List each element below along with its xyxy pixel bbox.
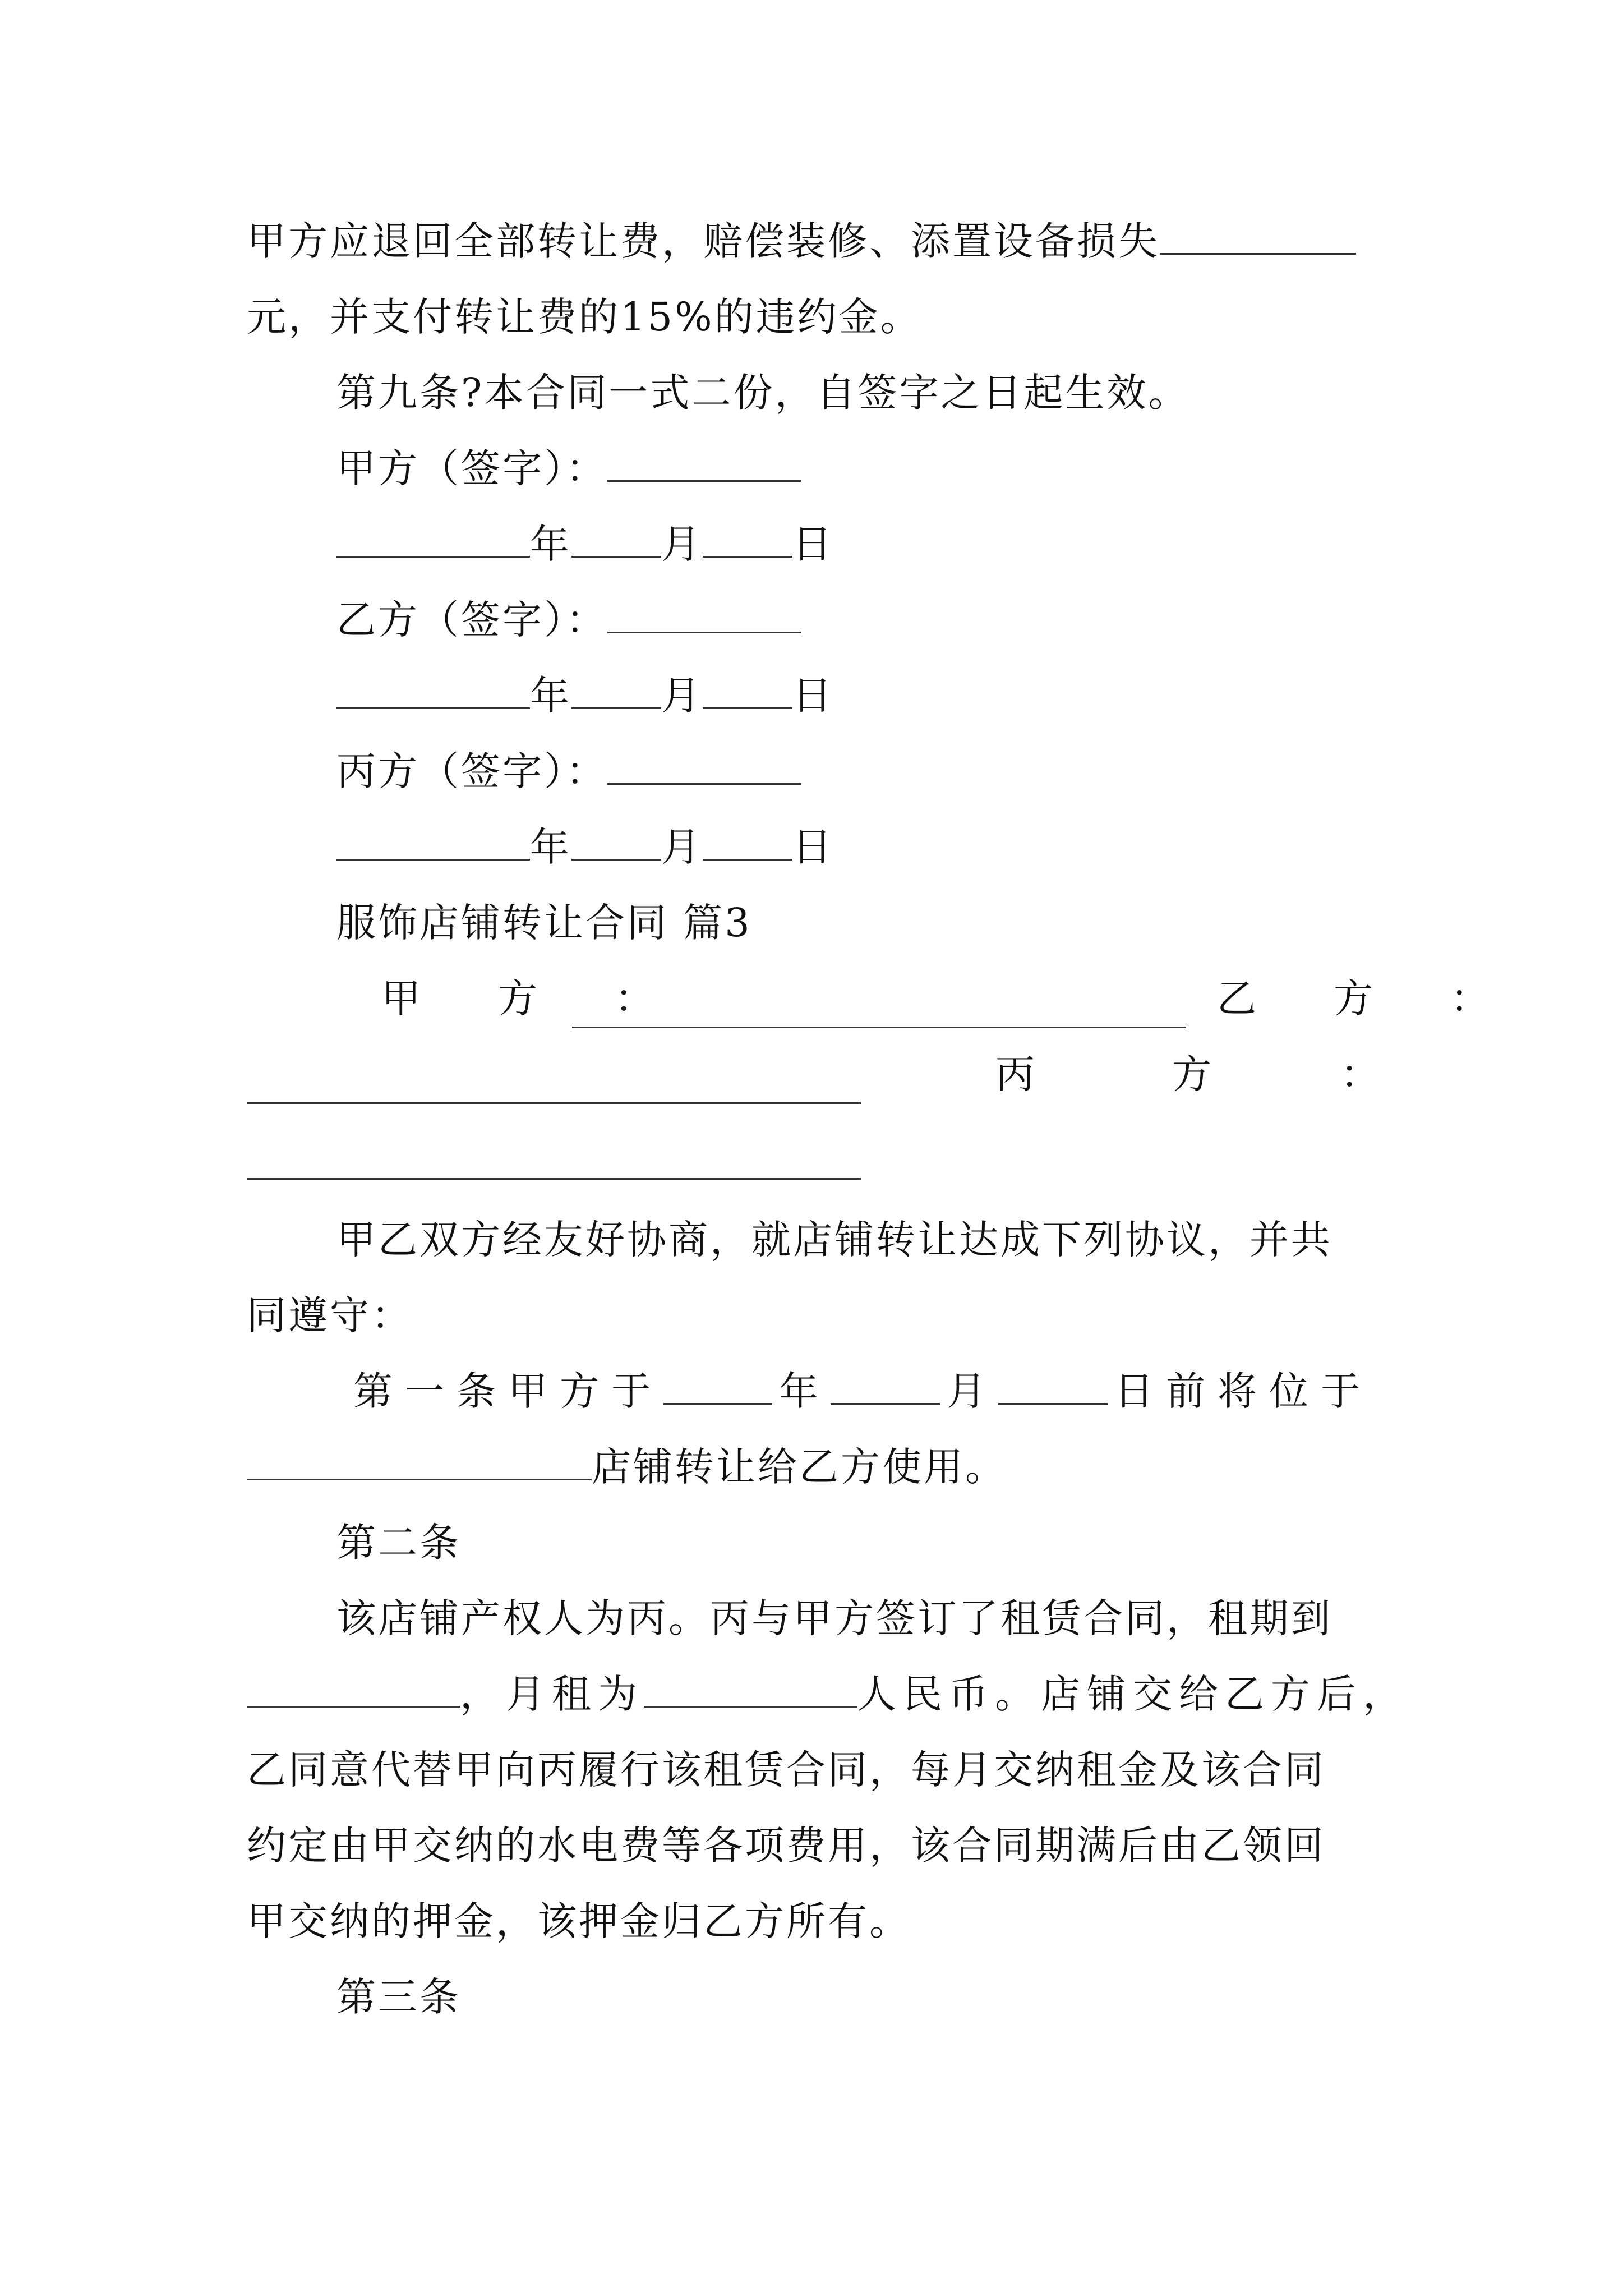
paragraph-line: 甲交纳的押金，该押金归乙方所有。 <box>247 1898 911 1944</box>
party-jia-blank <box>572 1027 1186 1028</box>
day-label: 日 <box>792 824 834 870</box>
paragraph-line: 乙同意代替甲向丙履行该租赁合同，每月交纳租金及该合同 <box>247 1747 1326 1793</box>
year-label: 年 <box>530 673 571 719</box>
month-label: 月 <box>661 673 703 719</box>
day-label: 日 <box>1114 1368 1166 1414</box>
text-segment: 店铺转让给乙方使用。 <box>592 1444 1007 1490</box>
party-bing-char: 方 <box>1172 1051 1214 1097</box>
date-line <box>336 822 834 872</box>
text-segment: 人民币。店铺交给乙方后， <box>857 1671 1409 1717</box>
rent-blank <box>644 1671 857 1708</box>
section-title: 服饰店铺转让合同 篇3 <box>336 900 752 946</box>
year-blank <box>336 673 530 709</box>
year-label: 年 <box>779 1368 831 1414</box>
party-yi-blank <box>247 1102 861 1104</box>
month-label: 月 <box>947 1368 998 1414</box>
day-label: 日 <box>792 521 834 567</box>
article-1-line <box>353 1366 1372 1416</box>
text-segment: 甲方应退回全部转让费，赔偿装修、添置设备损失 <box>247 218 1160 264</box>
text-segment: 第一条甲方于 <box>353 1368 663 1414</box>
paragraph-line: 约定由甲交纳的水电费等各项费用，该合同期满后由乙领回 <box>247 1823 1326 1869</box>
paragraph-line: 该店铺产权人为丙。丙与甲方签订了租赁合同，租期到 <box>336 1595 1332 1641</box>
party-bing-char: 丙 <box>995 1051 1037 1097</box>
paragraph-line: 同遵守： <box>247 1292 413 1338</box>
year-blank <box>336 824 530 861</box>
signature-line-yi <box>336 595 801 645</box>
text-line <box>247 216 1356 266</box>
month-blank <box>571 521 661 558</box>
location-blank <box>247 1444 592 1480</box>
month-blank <box>831 1368 940 1405</box>
signature-label: 乙方（签字）： <box>336 597 607 643</box>
party-bing-blank <box>247 1178 861 1180</box>
article-2-title: 第二条 <box>336 1520 461 1566</box>
lease-end-blank <box>247 1671 460 1708</box>
fill-blank <box>1160 218 1356 255</box>
article-1-line <box>247 1442 1007 1492</box>
signature-label: 甲方（签字）： <box>336 445 607 491</box>
day-blank <box>998 1368 1108 1405</box>
signature-line-bing <box>336 746 801 797</box>
paragraph-line: 甲乙双方经友好协商，就店铺转让达成下列协议，并共 <box>336 1217 1332 1263</box>
month-blank <box>571 673 661 709</box>
day-blank <box>703 673 792 709</box>
party-yi-label: 乙 方 ： <box>1217 976 1509 1022</box>
text-line: 第九条?本合同一式二份，自签字之日起生效。 <box>336 370 1190 416</box>
text-segment: ，月租为 <box>460 1671 644 1717</box>
article-3-title: 第三条 <box>336 1974 461 2020</box>
party-jia-label: 甲 方 ： <box>381 976 673 1022</box>
day-label: 日 <box>792 673 834 719</box>
year-label: 年 <box>530 521 571 567</box>
text-segment: 前将位于 <box>1166 1368 1372 1414</box>
month-blank <box>571 824 661 861</box>
year-blank <box>663 1368 772 1405</box>
day-blank <box>703 521 792 558</box>
signature-blank <box>607 445 801 482</box>
text-line: 元，并支付转让费的15%的违约金。 <box>247 294 922 340</box>
signature-line-jia <box>336 443 801 494</box>
month-label: 月 <box>661 824 703 870</box>
paragraph-line <box>247 1669 1409 1719</box>
date-line <box>336 519 834 569</box>
signature-label: 丙方（签字）： <box>336 748 607 794</box>
party-bing-colon: ： <box>1340 1051 1382 1097</box>
year-label: 年 <box>530 824 571 870</box>
date-line <box>336 670 834 721</box>
month-label: 月 <box>661 521 703 567</box>
signature-blank <box>607 748 801 785</box>
day-blank <box>703 824 792 861</box>
signature-blank <box>607 597 801 633</box>
year-blank <box>336 521 530 558</box>
